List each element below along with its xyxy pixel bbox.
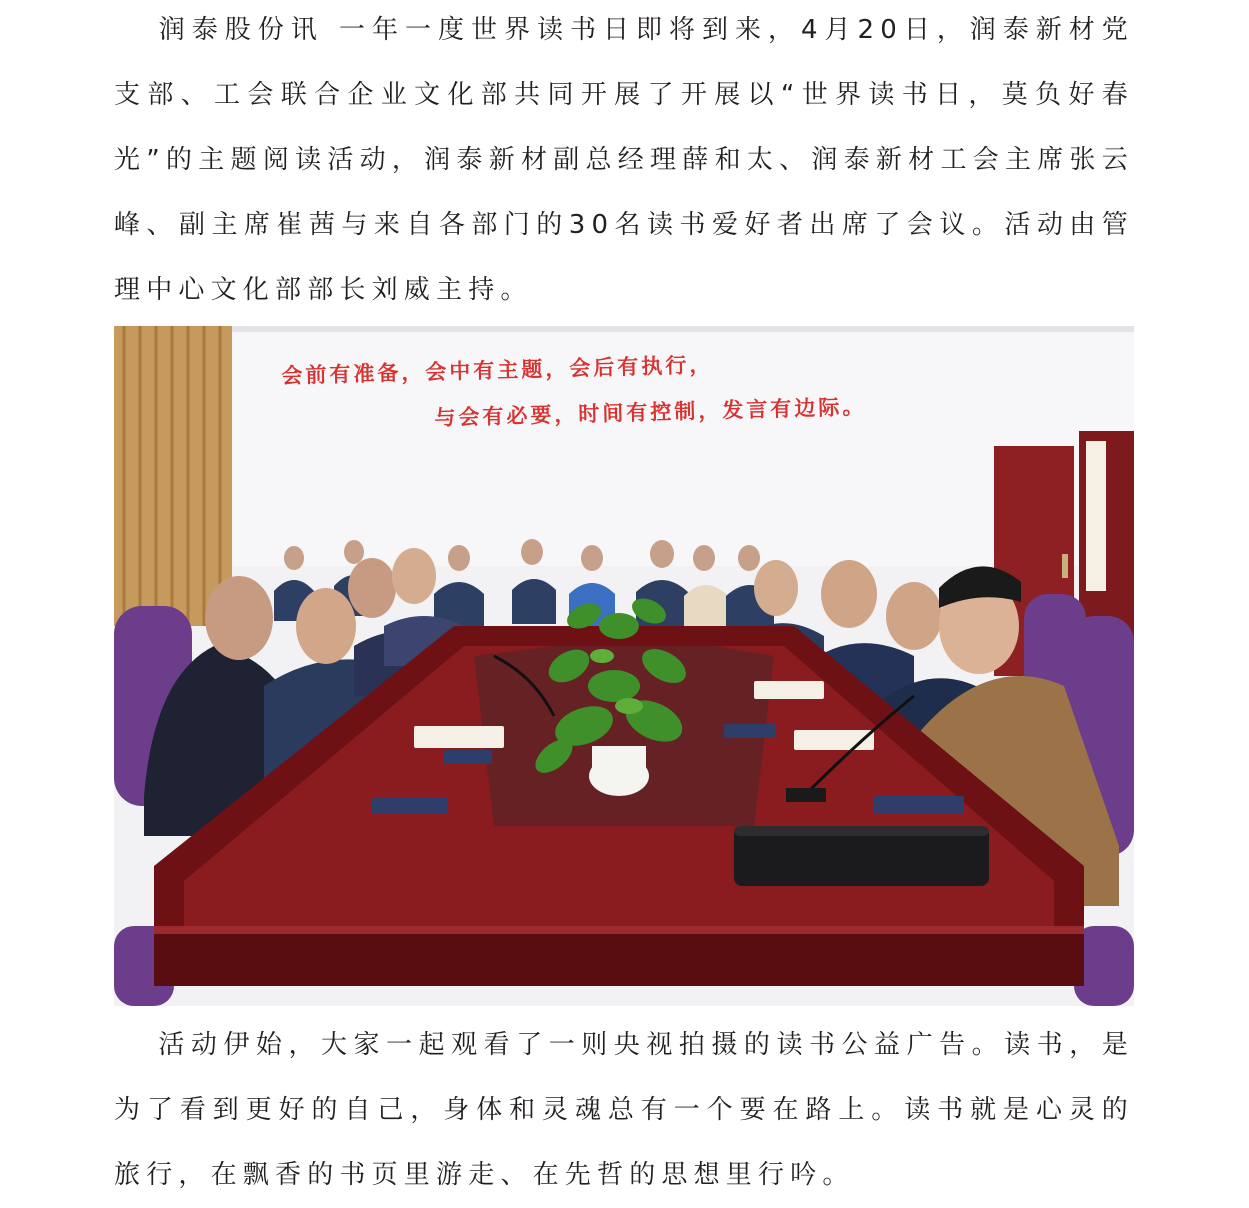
article-paragraph-2 [114, 1013, 1134, 1208]
meeting-photo [114, 326, 1134, 1006]
wall-slogan-line-1: 会前有准备，会中有主题，会后有执行， [281, 352, 714, 388]
paragraph-2-text: 活动伊始，大家一起观看了一则央视拍摄的读书公益广告。读书，是为了看到更好的自己，身体和灵魂总有一个要在路上。读书就是心灵的旅行，在飘香的书页里游走、在先哲的思想里行吟。 [114, 1030, 1134, 1190]
paragraph-1-text: 润泰股份讯 一年一度世界读书日即将到来，4月20日，润泰新材党支部、工会联合企业文化部共同开展了开展以“世界读书日，莫负好春光”的主题阅读活动，润泰新材副总经理薛和太、润泰新材工会主席张云峰、副主席崔茜与来自各部门的30名读书爱好者出席了会议。活动由管理中心文化部部长刘威主持。 [114, 15, 1134, 305]
meeting-photo-illustration [114, 326, 1134, 1006]
article-paragraph-1 [114, 0, 1134, 323]
wall-slogan-line-2: 与会有必要，时间有控制，发言有边际。 [434, 394, 867, 430]
